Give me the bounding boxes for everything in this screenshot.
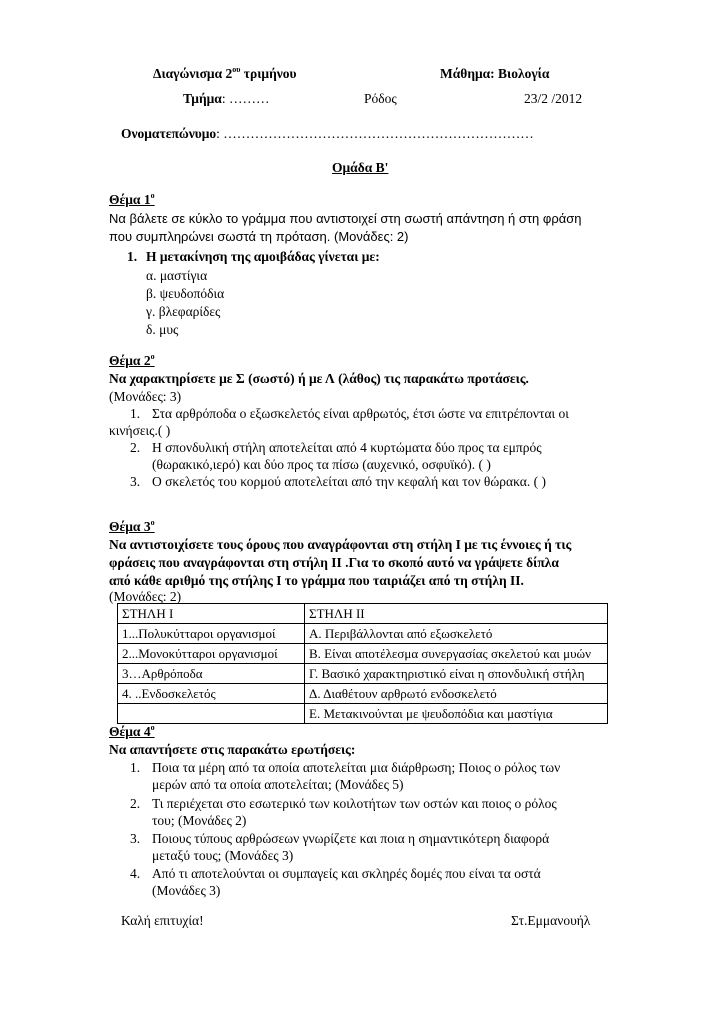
- q3-instruction-line3: από κάθε αριθμό της στήλης Ι το γράμμα που ταιριάζει από τη στήλη ΙΙ.: [109, 573, 524, 588]
- q4-question-2-cont: του; (Μονάδες 2): [152, 813, 247, 828]
- q3-instruction-line1: Να αντιστοιχίσετε τους όρους που αναγράφονται στη στήλη Ι με τις έννοιες ή τις: [109, 537, 572, 552]
- group-label: Ομάδα Β': [332, 160, 389, 175]
- column-2-cell: Δ. Διαθέτουν αρθρωτό ενδοσκελετό: [305, 684, 608, 704]
- column-2-header: ΣΤΗΛΗ ΙΙ: [305, 604, 608, 624]
- q1-option-a: α. μαστίγια: [146, 268, 208, 283]
- column-2-cell: Α. Περιβάλλονται από εξωσκελετό: [305, 624, 608, 644]
- q1-item-text: Η μετακίνηση της αμοιβάδας γίνεται με:: [146, 249, 380, 264]
- q3-title: Θέμα $3^o$: [109, 518, 155, 534]
- city: Ρόδος: [364, 91, 397, 106]
- table-row: [118, 664, 608, 684]
- q2-statement-2-cont: (θωρακικό,ιερό) και δύο προς τα πίσω (αυχενικό, οσφυϊκό). ( ): [152, 457, 491, 472]
- date: 23/2 /2012: [524, 91, 583, 106]
- q2-instruction: Να χαρακτηρίσετε με Σ (σωστό) ή με Λ (λάθος) τις παρακάτω προτάσεις.: [109, 371, 529, 386]
- teacher-name: Στ.Εμμανουήλ: [511, 913, 591, 928]
- q4-question-1-cont: μερών από τα οποία αποτελείται; (Μονάδες 5): [152, 777, 404, 792]
- column-2-cell: Γ. Βασικό χαρακτηριστικό είναι η σπονδυλική στήλη: [305, 664, 608, 684]
- q1-instruction-line1: Να βάλετε σε κύκλο το γράμμα που αντιστοιχεί στη σωστή απάντηση ή στη φράση: [109, 211, 582, 226]
- q4-question-3-number: 3.: [130, 831, 141, 846]
- q4-question-3: Ποιους τύπους αρθρώσεων γνωρίζετε και ποια η σημαντικότερη διαφορά: [152, 831, 550, 846]
- q2-statement-2-number: 2.: [130, 440, 141, 455]
- q4-instruction: Να απαντήσετε στις παρακάτω ερωτήσεις:: [109, 742, 356, 757]
- q4-question-1-number: 1.: [130, 760, 141, 775]
- exam-title: Διαγώνισμα $2^{o\upsilon}$ τριμήνου: [153, 65, 297, 81]
- column-1-cell: 3…Αρθρόποδα: [118, 664, 305, 684]
- closing-wish: Καλή επιτυχία!: [121, 913, 204, 928]
- column-1-cell: 1...Πολυκύτταροι οργανισμοί: [118, 624, 305, 644]
- q2-statement-2: Η σπονδυλική στήλη αποτελείται από 4 κυρτώματα δύο προς τα εμπρός: [152, 440, 542, 455]
- table-row: [118, 684, 608, 704]
- q2-statement-1-number: 1.: [130, 406, 141, 421]
- table-row: [118, 644, 608, 664]
- q4-question-4-number: 4.: [130, 866, 141, 881]
- q1-option-b: β. ψευδοπόδια: [146, 286, 225, 301]
- student-name-field: Ονοματεπώνυμο: ……………………………………………………………: [121, 126, 534, 141]
- q4-title: Θέμα $4^o$: [109, 723, 155, 739]
- q1-instruction-line2: που συμπληρώνει σωστά τη πρόταση. (Μονάδες: 2): [109, 229, 409, 244]
- column-2-cell: Ε. Μετακινούνται με ψευδοπόδια και μαστίγια: [305, 704, 608, 724]
- q4-question-3-cont: μεταξύ τους; (Μονάδες 3): [152, 848, 294, 863]
- class-field: Τμήμα: ………: [183, 91, 270, 106]
- column-1-cell: 4. ..Ενδοσκελετός: [118, 684, 305, 704]
- q2-title: Θέμα $2^o$: [109, 352, 155, 368]
- table-row: [118, 704, 608, 724]
- table-header-row: [118, 604, 608, 624]
- q2-statement-3-number: 3.: [130, 474, 141, 489]
- q4-question-1: Ποια τα μέρη από τα οποία αποτελείται μια διάρθρωση; Ποιος ο ρόλος των: [152, 760, 561, 775]
- q1-title: Θέμα $1^o$: [109, 191, 155, 207]
- column-1-cell: 2...Μονοκύτταροι οργανισμοί: [118, 644, 305, 664]
- subject: Μάθημα: Βιολογία: [440, 66, 550, 81]
- column-1-cell: [118, 704, 305, 724]
- q1-item-number: 1.: [127, 249, 138, 264]
- q1-option-c: γ. βλεφαρίδες: [146, 304, 221, 319]
- column-1-header: ΣΤΗΛΗ Ι: [118, 604, 305, 624]
- matching-table: [117, 603, 608, 724]
- table-row: [118, 624, 608, 644]
- q3-points: (Μονάδες: 2): [109, 589, 182, 604]
- q2-points: (Μονάδες: 3): [109, 389, 182, 404]
- q4-question-2: Τι περιέχεται στο εσωτερικό των κοιλοτήτων των οστών και ποιος ο ρόλος: [152, 796, 557, 811]
- q2-statement-1: Στα αρθρόποδα ο εξωσκελετός είναι αρθρωτός, έτσι ώστε να επιτρέπονται οι: [152, 406, 569, 421]
- q1-option-d: δ. μυς: [146, 322, 179, 337]
- q3-instruction-line2: φράσεις που αναγράφονται στη στήλη ΙΙ .Για το σκοπό αυτό να γράψετε δίπλα: [109, 555, 559, 570]
- q4-question-2-number: 2.: [130, 796, 141, 811]
- column-2-cell: Β. Είναι αποτέλεσμα συνεργασίας σκελετού και μυών: [305, 644, 608, 664]
- q2-statement-1-cont: κινήσεις.( ): [109, 423, 171, 438]
- q2-statement-3: Ο σκελετός του κορμού αποτελείται από την κεφαλή και τον θώρακα. ( ): [152, 474, 546, 489]
- q4-question-4: Από τι αποτελούνται οι συμπαγείς και σκληρές δομές που είναι τα οστά: [152, 866, 541, 881]
- q4-question-4-cont: (Μονάδες 3): [152, 883, 221, 898]
